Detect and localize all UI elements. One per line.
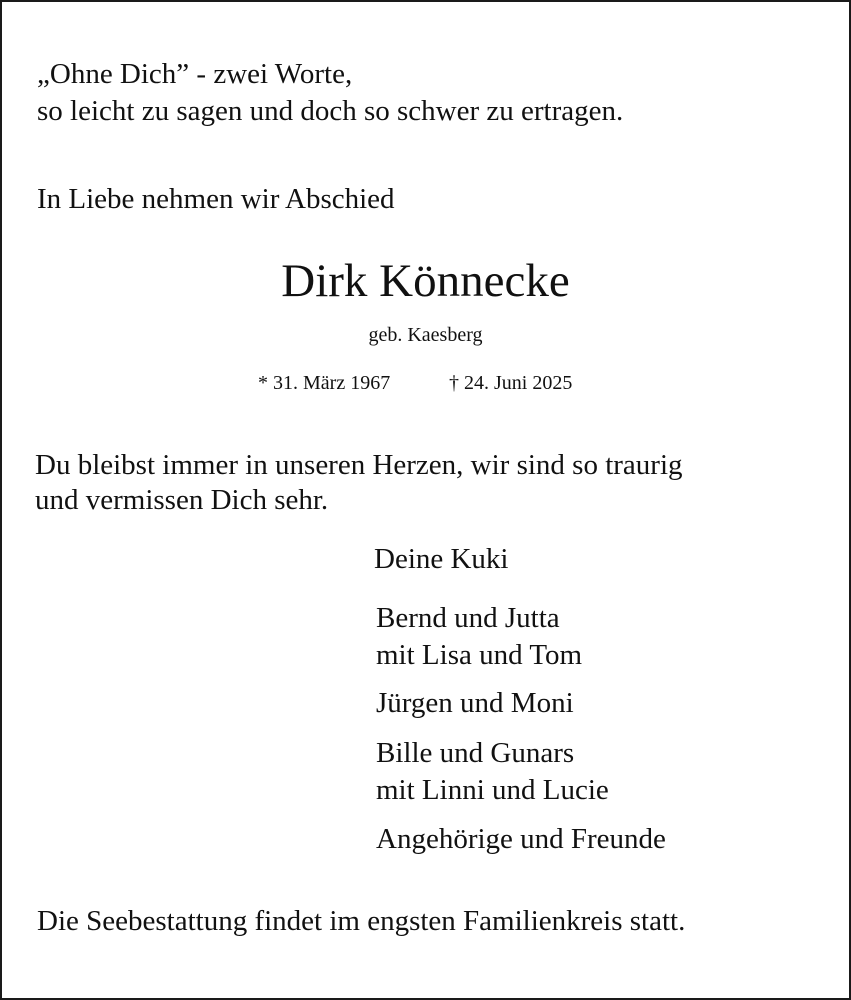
death-date: † 24. Juni 2025 (449, 372, 573, 394)
mourner-line: Jürgen und Moni (376, 687, 574, 719)
intro-text: In Liebe nehmen wir Abschied (37, 183, 395, 215)
signature: Deine Kuki (374, 543, 509, 575)
verse-line-1: „Ohne Dich” - zwei Worte, (37, 58, 353, 90)
birth-name: geb. Kaesberg (368, 324, 483, 346)
verse-line-2: so leicht zu sagen und doch so schwer zu ertragen. (37, 95, 624, 127)
mourner-line: Bille und Gunars (376, 737, 575, 769)
birth-date: * 31. März 1967 (258, 372, 391, 394)
message-line-2: und vermissen Dich sehr. (35, 484, 329, 516)
mourner-line: Angehörige und Freunde (376, 823, 666, 855)
mourner-line: mit Lisa und Tom (376, 639, 583, 671)
mourner-line: Bernd und Jutta (376, 602, 560, 634)
message-line-1: Du bleibst immer in unseren Herzen, wir sind so traurig (35, 449, 683, 481)
deceased-name: Dirk Könnecke (281, 255, 570, 307)
mourner-line: mit Linni und Lucie (376, 774, 609, 806)
burial-note: Die Seebestattung findet im engsten Familienkreis statt. (37, 905, 686, 937)
